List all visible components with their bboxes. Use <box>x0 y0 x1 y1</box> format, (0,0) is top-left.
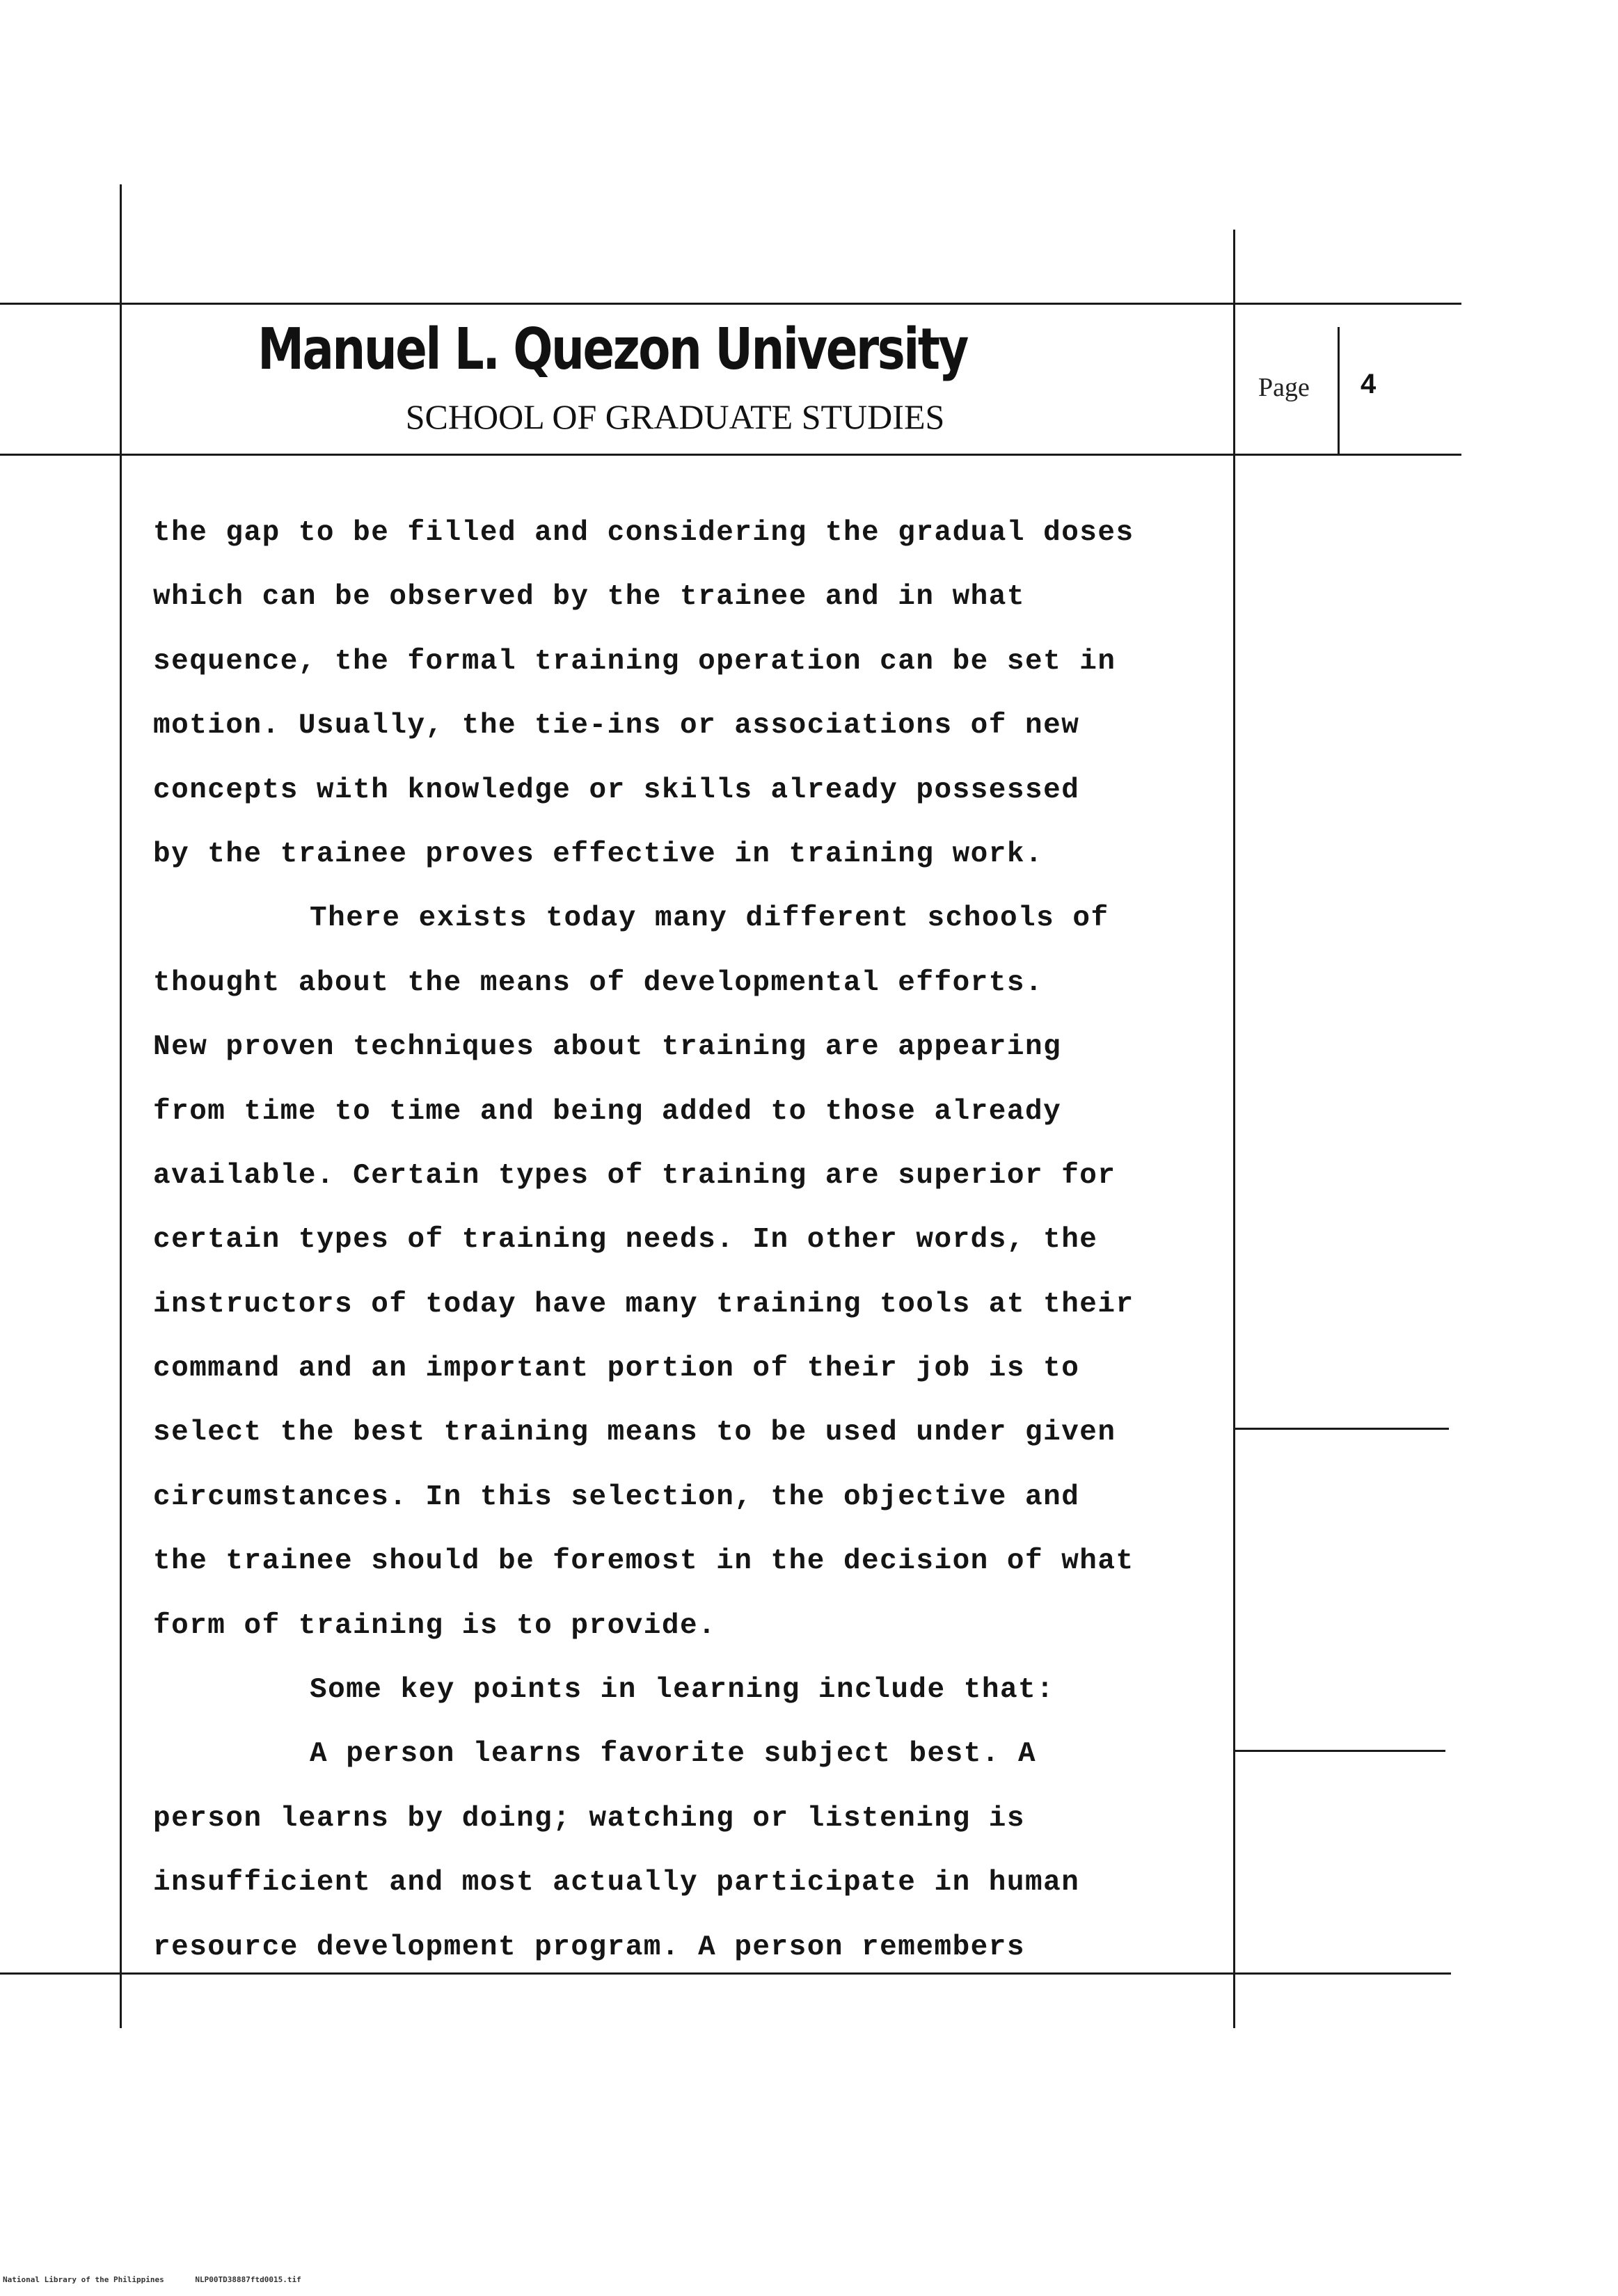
text-line: from time to time and being added to those already <box>153 1095 1062 1128</box>
text-line: person learns by doing; watching or listening is <box>153 1802 1025 1835</box>
header-bottom-rule <box>0 454 1461 456</box>
text-line: insufficient and most actually participate in human <box>153 1867 1080 1899</box>
text-line: the trainee should be foremost in the decision of what <box>153 1545 1134 1578</box>
text-line: form of training is to provide. <box>153 1609 717 1642</box>
university-name: Manuel L. Quezon University <box>257 317 967 383</box>
text-line: Some key points in learning include that: <box>310 1674 1055 1707</box>
text-line: A person learns favorite subject best. A <box>310 1738 1037 1771</box>
text-line: which can be observed by the trainee and in what <box>153 581 1025 614</box>
text-line: concepts with knowledge or skills already possessed <box>153 774 1080 806</box>
body-text <box>153 501 1239 1979</box>
text-line: There exists today many different schools of <box>310 902 1109 935</box>
header-top-rule <box>0 303 1461 305</box>
text-line: motion. Usually, the tie-ins or associations of new <box>153 710 1080 742</box>
scan-footer <box>3 2275 328 2284</box>
text-line: sequence, the formal training operation can be set in <box>153 645 1116 678</box>
left-margin-rule <box>120 184 122 2028</box>
text-line: select the best training means to be used under given <box>153 1417 1116 1449</box>
text-line: the gap to be filled and considering the gradual doses <box>153 517 1134 549</box>
text-line: instructors of today have many training tools at their <box>153 1288 1134 1321</box>
text-line: thought about the means of developmental efforts. <box>153 966 1044 999</box>
library-credit: National Library of the Philippines <box>3 2275 164 2284</box>
margin-mark-upper <box>1233 1428 1449 1430</box>
text-line: command and an important portion of their job is to <box>153 1353 1080 1385</box>
text-line: resource development program. A person remembers <box>153 1931 1025 1963</box>
text-line: New proven techniques about training are appearing <box>153 1031 1062 1064</box>
text-line: circumstances. In this selection, the objective and <box>153 1481 1080 1513</box>
page-label: Page <box>1258 373 1310 402</box>
text-line: available. Certain types of training are superior for <box>153 1159 1116 1192</box>
file-id: NLP00TD38887ftd0015.tif <box>195 2275 301 2284</box>
page-number: 4 <box>1361 369 1377 399</box>
school-name: SCHOOL OF GRADUATE STUDIES <box>405 397 945 436</box>
text-line: certain types of training needs. In other words, the <box>153 1224 1098 1257</box>
text-line: by the trainee proves effective in training work. <box>153 838 1044 870</box>
margin-mark-middle <box>1233 1750 1445 1752</box>
